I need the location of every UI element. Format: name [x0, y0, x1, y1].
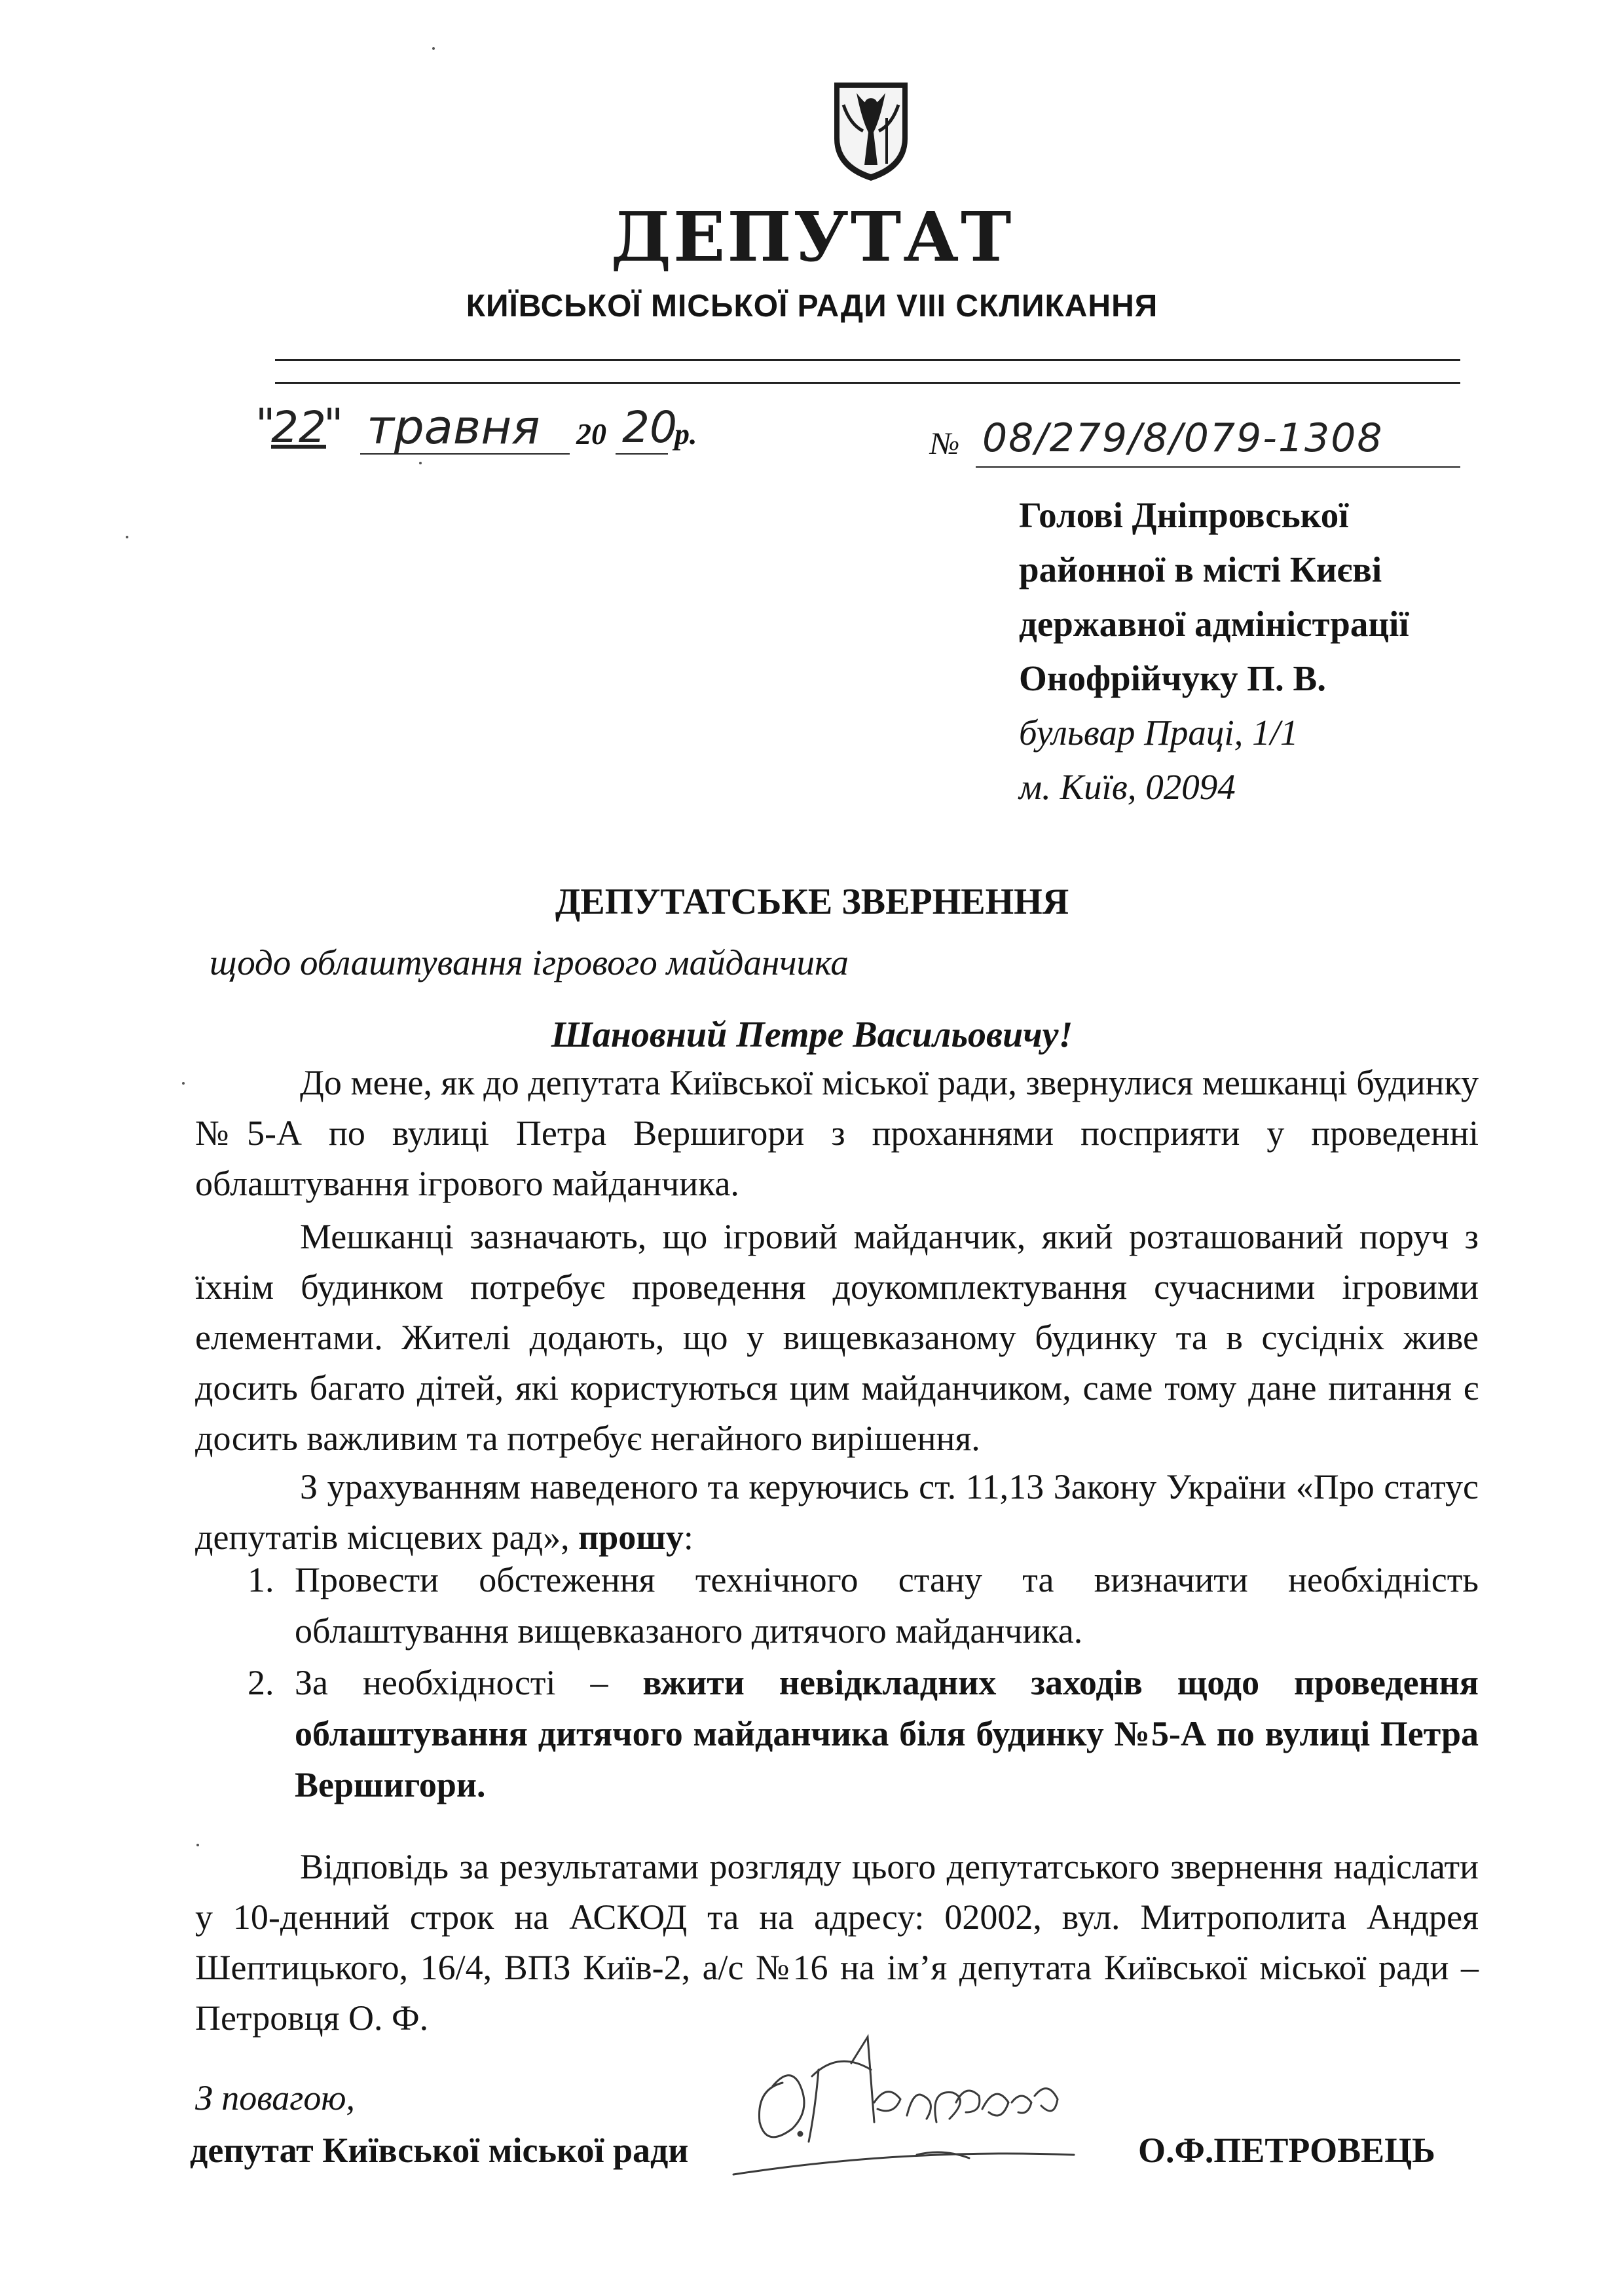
document-subject: щодо облаштування ігрового майданчика [210, 942, 849, 982]
closing-regards: З повагою, [195, 2078, 355, 2118]
date-day: 22 [271, 402, 326, 453]
addressee-block [1019, 488, 1608, 814]
paragraph-1: До мене, як до депутата Київської міської ради, звернулися мешканці будинку №5-А по вулиці Петра Вершигори з проханнями посприяти у проведенні облаштування ігрового майданчика. [195, 1063, 1479, 1203]
list-item-2-number: 2. [248, 1663, 274, 1702]
date-month: травня [367, 400, 540, 455]
scan-speck [196, 1844, 199, 1846]
letterhead-subtitle: КИЇВСЬКОЇ МІСЬКОЇ РАДИ VIII СКЛИКАННЯ [466, 289, 1158, 324]
header-rule-top [275, 359, 1460, 361]
addressee-line-5: бульвар Праці, 1/1 [1019, 713, 1299, 753]
paragraph-3-text: З урахуванням наведеного та керуючись ст. 11,13 Закону України «Про статус депутатів місцевих рад», [195, 1467, 1479, 1557]
paragraph-3-end: : [683, 1518, 693, 1557]
paragraph-3 [195, 1462, 1479, 1563]
header-rule-bottom [275, 382, 1460, 384]
number-label: № [930, 426, 960, 461]
paragraph-3-request: прошу [578, 1518, 684, 1557]
list-item-2-text: За необхідності – [295, 1663, 608, 1702]
salutation: Шановний Петре Васильовичу! [551, 1015, 1073, 1055]
list-item-1 [295, 1554, 1479, 1656]
closing-position: депутат Київської міської ради [190, 2131, 689, 2170]
scan-speck [126, 536, 128, 538]
document-title: ДЕПУТАТСЬКЕ ЗВЕРНЕННЯ [555, 882, 1069, 922]
number-value: 08/279/8/079-1308 [982, 415, 1384, 461]
date-year-prefix: 20 [576, 417, 606, 451]
date-year-suffix: 20 [622, 402, 677, 453]
addressee-line-4: Онофрійчуку П. В. [1019, 658, 1326, 698]
kyiv-coat-of-arms-icon [830, 79, 912, 183]
paragraph-4: Відповідь за результатами розгляду цього депутатського звернення надіслати у 10-денний строк на АСКОД та на адресу: 02002, вул. Митрополита Андрея Шептицького, 16/4, ВПЗ Київ-2, а/с №16 на ім’я депутата Київської міської ради – Петровця О. Ф. [195, 1847, 1479, 2038]
list-item-2 [295, 1657, 1479, 1810]
date-suffix: р. [674, 417, 697, 451]
handwritten-signature [720, 2024, 1126, 2188]
addressee-line-1: Голові Дніпровської [1019, 495, 1349, 535]
scan-speck [432, 47, 435, 50]
scan-speck [419, 462, 422, 464]
list-item-2-bold: вжити невідкладних заходів щодо проведення облаштування дитячого майданчика біля будинку №5-А по вулиці Петра Вершигори. [295, 1663, 1479, 1804]
paragraph-2: Мешканці зазначають, що ігровий майданчик, який розташований поруч з їхнім будинком потребує проведення доукомплектування сучасними ігровими елементами. Жителі додають, що у вищевказаному будинку та в сусідніх живе досить багато дітей, які користуються цим майданчиком, саме тому дане питання є досить важливим та потребує негайного вирішення. [195, 1217, 1479, 1458]
closing-name: О.Ф.ПЕТРОВЕЦЬ [1138, 2131, 1435, 2170]
scan-speck [182, 1082, 185, 1085]
letterhead-title: ДЕПУТАТ [610, 196, 1014, 277]
addressee-line-6: м. Київ, 02094 [1019, 767, 1236, 807]
list-item-1-number: 1. [248, 1560, 274, 1599]
document-number [930, 406, 1467, 478]
addressee-line-3: державної адміністрації [1019, 604, 1409, 644]
document-date: " 22 " травня 20 20 р. [255, 400, 697, 455]
list-item-1-text: Провести обстеження технічного стану та визначити необхідність облаштування вищевказаного дитячого майданчика. [295, 1560, 1479, 1651]
addressee-line-2: районної в місті Києві [1019, 550, 1382, 589]
